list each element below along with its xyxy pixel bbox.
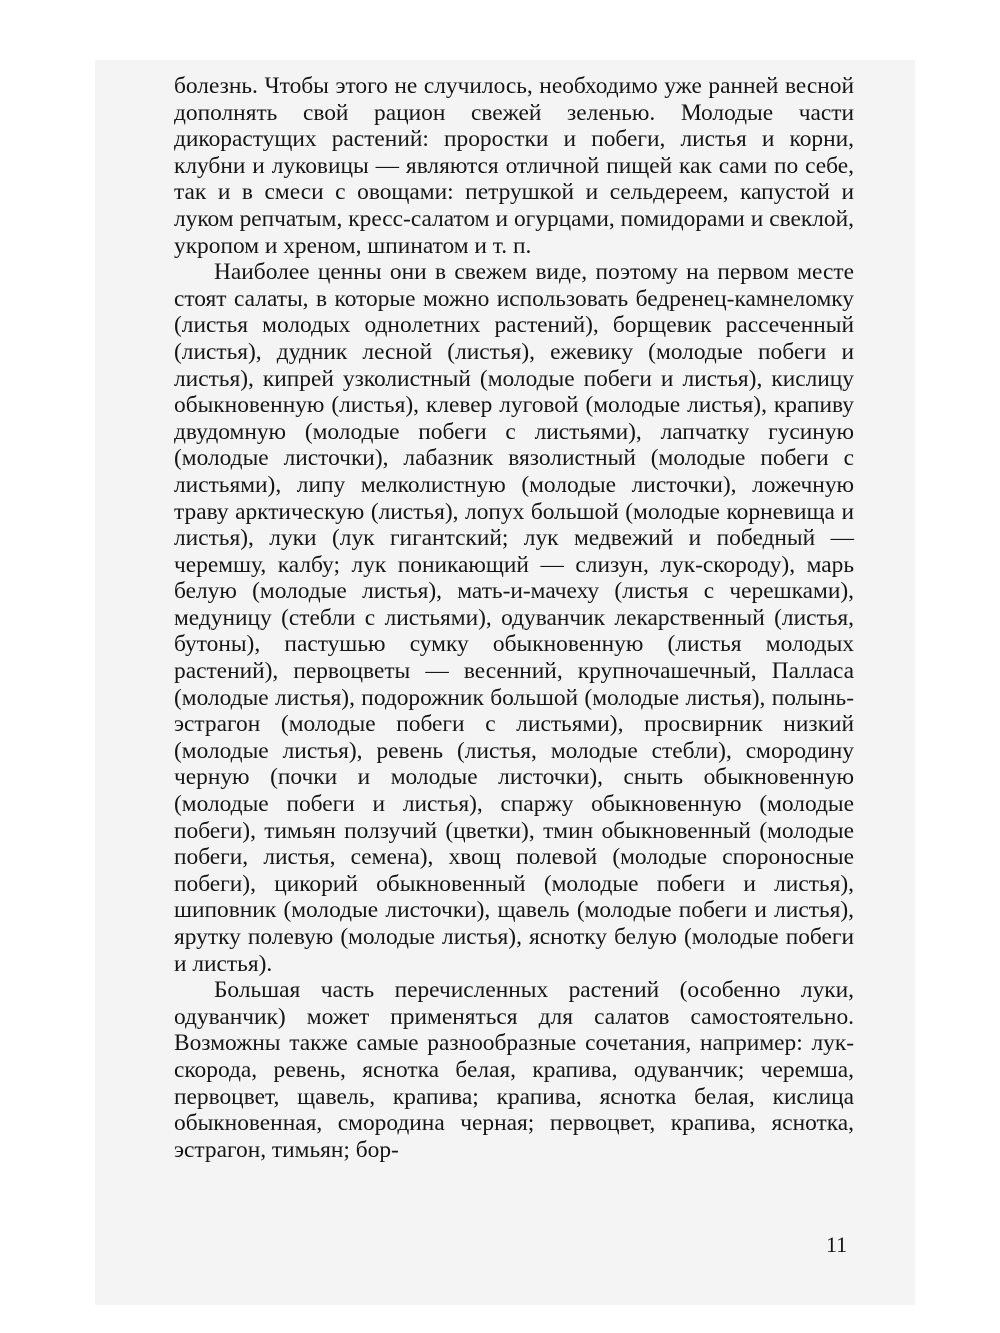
paragraph-3: Большая часть перечисленных растений (особенно луки, одуванчик) может применяться для салатов самостоятельно. Возможны также самые разнообразные сочетания, например: лук-скорода, ревень, яснотка белая, крапива, одуванчик; черемша, первоцвет, щавель, крапива; крапива, яснотка белая, кислица обыкновенная, смородина черная; первоцвет, крапива, яснотка, эстрагон, тимьян; бор-: [174, 977, 854, 1163]
paragraph-1: болезнь. Чтобы этого не случилось, необходимо уже ранней весной дополнять свой рацион свежей зеленью. Молодые части дикорастущих растений: проростки и побеги, листья и корни, клубни и луковицы — являются отличной пищей как сами по себе, так и в смеси с овощами: петрушкой и сельдереем, капустой и луком репчатым, кресс-салатом и огурцами, помидорами и свеклой, укропом и хреном, шпинатом и т. п.: [174, 73, 854, 259]
paragraph-2: Наиболее ценны они в свежем виде, поэтому на первом месте стоят салаты, в которые можно использовать бедренец-камнеломку (листья молодых однолетних растений), борщевик рассеченный (листья), дудник лесной (листья), ежевику (молодые побеги и листья), кипрей узколистный (молодые побеги и листья), кислицу обыкновенную (листья), клевер луговой (молодые листья), крапиву двудомную (молодые побеги с листьями), лапчатку гусиную (молодые листочки), лабазник вязолистный (молодые побеги с листьями), липу мелколистную (молодые листочки), ложечную траву арктическую (листья), лопух большой (молодые корневища и листья), луки (лук гигантский; лук медвежий и победный — черемшу, калбу; лук поникающий — слизун, лук-скороду), марь белую (молодые листья), мать-и-мачеху (листья с черешками), медуницу (стебли с листьями), одуванчик лекарственный (листья, бутоны), пастушью сумку обыкновенную (листья молодых растений), первоцветы — весенний, крупночашечный, Палласа (молодые листья), подорожник большой (молодые листья), полынь-эстрагон (молодые побеги с листьями), просвирник низкий (молодые листья), ревень (листья, молодые стебли), смородину черную (почки и молодые листочки), сныть обыкновенную (молодые побеги и листья), спаржу обыкновенную (молодые побеги), тимьян ползучий (цветки), тмин обыкновенный (молодые побеги, листья, семена), хвощ полевой (молодые спороносные побеги), цикорий обыкновенный (молодые побеги и листья), шиповник (молодые листочки), щавель (молодые побеги и листья), ярутку полевую (молодые листья), яснотку белую (молодые побеги и листья).: [174, 259, 854, 977]
page-number: 11: [826, 1232, 848, 1257]
body-text: [174, 73, 854, 1163]
